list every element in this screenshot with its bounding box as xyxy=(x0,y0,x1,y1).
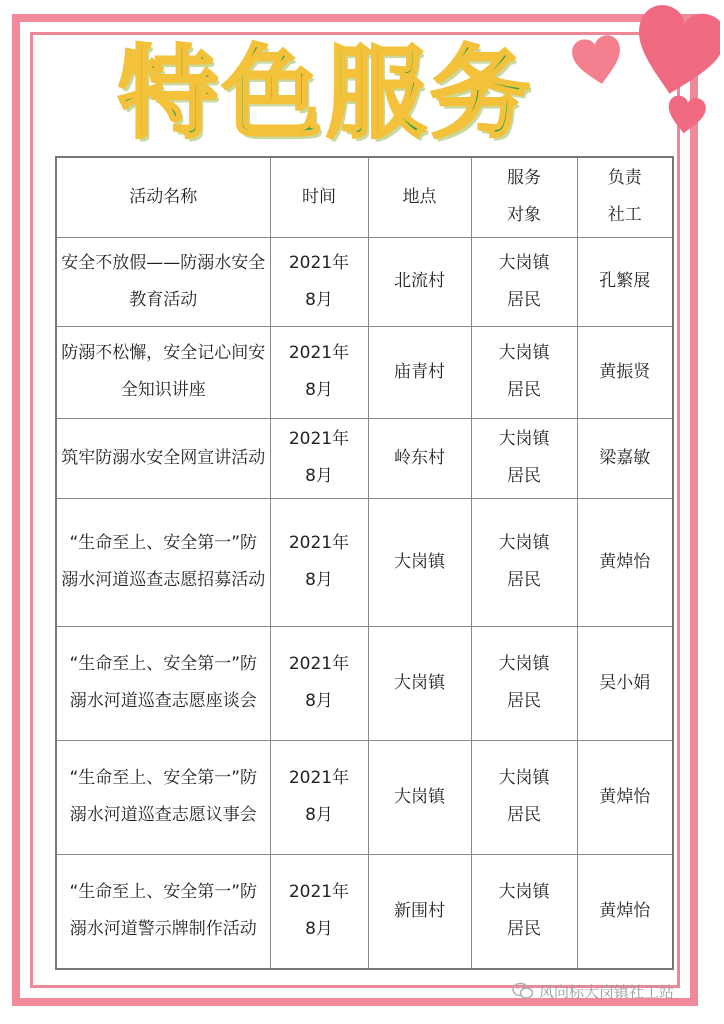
activity-name: “生命至上、安全第一”防溺水河道警示牌制作活动 xyxy=(56,854,270,969)
activity-location: 庙青村 xyxy=(368,326,471,418)
activity-worker: 黄焯怡 xyxy=(577,740,673,854)
activity-name: “生命至上、安全第一”防溺水河道巡查志愿招募活动 xyxy=(56,498,270,626)
header-worker: 负责 社工 xyxy=(577,157,673,237)
activity-target: 大岗镇 居民 xyxy=(471,418,577,498)
activity-target: 大岗镇 居民 xyxy=(471,498,577,626)
activity-time: 2021年 8月 xyxy=(270,854,368,969)
activity-target: 大岗镇 居民 xyxy=(471,237,577,326)
table-row xyxy=(56,498,673,626)
activity-worker: 梁嘉敏 xyxy=(577,418,673,498)
activity-target: 大岗镇 居民 xyxy=(471,740,577,854)
watermark-text: 风向标大岗镇社工站 xyxy=(539,982,675,1001)
table-row xyxy=(56,418,673,498)
activity-location: 大岗镇 xyxy=(368,626,471,740)
table-header-row xyxy=(56,157,673,237)
activity-worker: 黄振贤 xyxy=(577,326,673,418)
service-table xyxy=(55,156,674,970)
activity-name: 防溺不松懈，安全记心间安全知识讲座 xyxy=(56,326,270,418)
activity-time: 2021年 8月 xyxy=(270,498,368,626)
header-location: 地点 xyxy=(368,157,471,237)
activity-name: 安全不放假——防溺水安全教育活动 xyxy=(56,237,270,326)
heart-icon xyxy=(665,94,707,135)
activity-name: “生命至上、安全第一”防溺水河道巡查志愿议事会 xyxy=(56,740,270,854)
activity-worker: 黄焯怡 xyxy=(577,498,673,626)
hearts-decoration xyxy=(560,4,720,154)
header-activity-name: 活动名称 xyxy=(56,157,270,237)
heart-icon xyxy=(570,33,625,88)
activity-time: 2021年 8月 xyxy=(270,237,368,326)
header-time: 时间 xyxy=(270,157,368,237)
activity-location: 岭东村 xyxy=(368,418,471,498)
activity-worker: 孔繁展 xyxy=(577,237,673,326)
activity-name: 筑牢防溺水安全网宣讲活动 xyxy=(56,418,270,498)
table-row xyxy=(56,854,673,969)
activity-target: 大岗镇 居民 xyxy=(471,854,577,969)
activity-time: 2021年 8月 xyxy=(270,326,368,418)
activity-time: 2021年 8月 xyxy=(270,740,368,854)
watermark xyxy=(512,980,724,1002)
activity-location: 大岗镇 xyxy=(368,740,471,854)
activity-location: 北流村 xyxy=(368,237,471,326)
activity-target: 大岗镇 居民 xyxy=(471,326,577,418)
page-title: 特色服务 xyxy=(118,35,534,152)
activity-worker: 吴小娟 xyxy=(577,626,673,740)
table-row xyxy=(56,237,673,326)
activity-location: 大岗镇 xyxy=(368,498,471,626)
activity-time: 2021年 8月 xyxy=(270,418,368,498)
activity-target: 大岗镇 居民 xyxy=(471,626,577,740)
activity-location: 新围村 xyxy=(368,854,471,969)
wechat-icon xyxy=(512,982,534,1000)
activity-name: “生命至上、安全第一”防溺水河道巡查志愿座谈会 xyxy=(56,626,270,740)
table-row xyxy=(56,326,673,418)
table-row xyxy=(56,740,673,854)
activity-worker: 黄焯怡 xyxy=(577,854,673,969)
table-row xyxy=(56,626,673,740)
heart-icon xyxy=(627,4,720,103)
header-target: 服务 对象 xyxy=(471,157,577,237)
activity-time: 2021年 8月 xyxy=(270,626,368,740)
